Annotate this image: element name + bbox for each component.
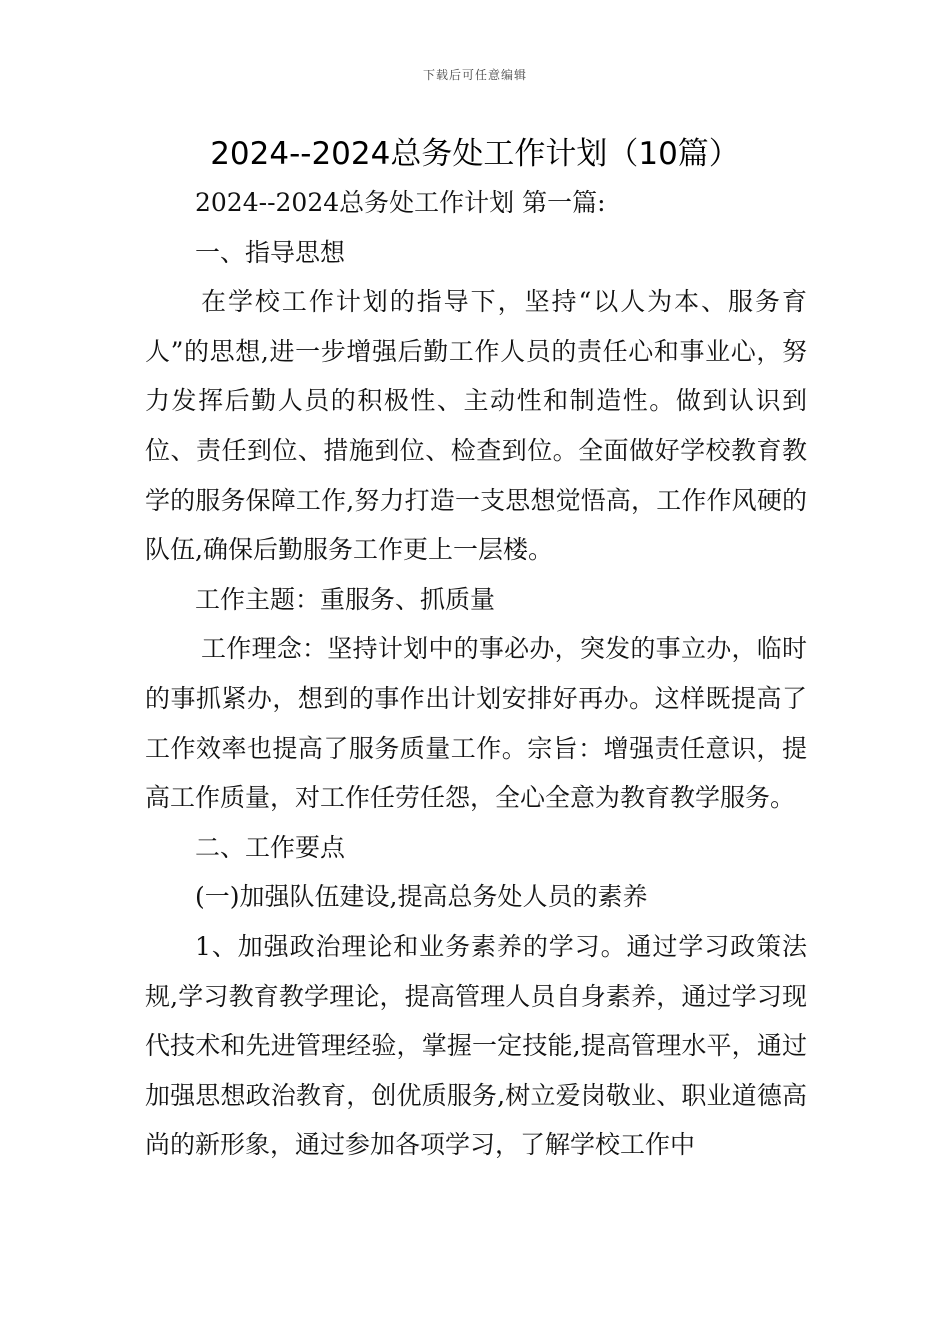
subheading-team-building: (一)加强队伍建设,提高总务处人员的素养: [195, 882, 648, 912]
paragraph-study-item-1: 1、加强政治理论和业务素养的学习。通过学习政策法规,学习教育教学理论，提高管理人员自身素养，通过学习现代技术和先进管理经验，掌握一定技能,提高管理水平，通过加强思想政治教育，创优质服务,树立爱岗敬业、职业道德高尚的新形象，通过参加各项学习，了解学校工作中: [145, 931, 807, 1160]
paragraph-work-philosophy: 工作理念：坚持计划中的事必办，突发的事立办，临时的事抓紧办，想到的事作出计划安排好再办。这样既提高了工作效率也提高了服务质量工作。宗旨：增强责任意识，提高工作质量，对工作任劳任怨，全心全意为教育教学服务。: [145, 634, 807, 813]
paragraph-guiding-ideology: 在学校工作计划的指导下，坚持“以人为本、服务育人”的思想,进一步增强后勤工作人员的责任心和事业心，努力发挥后勤人员的积极性、主动性和制造性。做到认识到位、责任到位、措施到位、检查到位。全面做好学校教育教学的服务保障工作,努力打造一支思想觉悟高，工作作风硬的队伍,确保后勤服务工作更上一层楼。: [145, 287, 807, 565]
paragraph-work-theme: 工作主题：重服务、抓质量: [195, 584, 496, 614]
page-header-note: 下载后可任意编辑: [422, 68, 527, 82]
document-title: 2024--2024总务处工作计划（10篇）: [210, 136, 740, 172]
heading-guiding-ideology: 一、指导思想: [195, 237, 346, 267]
heading-work-points: 二、工作要点: [195, 832, 346, 862]
section-heading-part-one: 2024--2024总务处工作计划 第一篇:: [195, 188, 606, 217]
document-body: [145, 178, 807, 1170]
